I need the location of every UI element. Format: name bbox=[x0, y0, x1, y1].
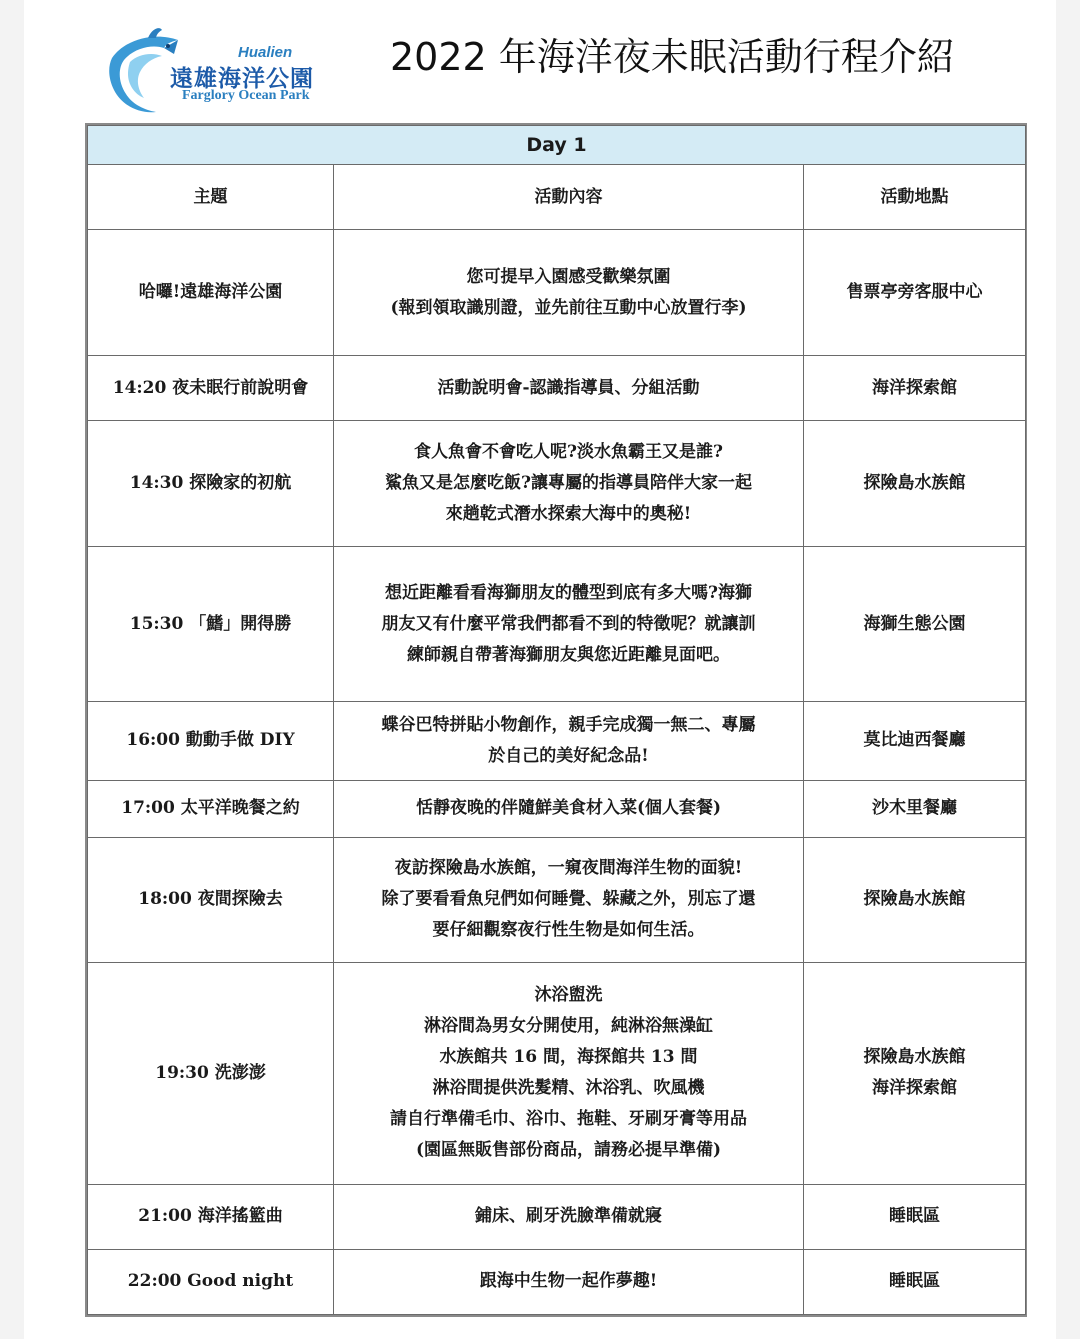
table-row bbox=[88, 962, 1026, 1184]
day-label: Day 1 bbox=[88, 126, 1026, 165]
theme-cell: 22:00 Good night bbox=[88, 1249, 334, 1314]
column-header-content: 活動內容 bbox=[334, 165, 804, 230]
content-cell bbox=[334, 780, 804, 837]
content-cell bbox=[334, 547, 804, 702]
content-line: 於自己的美好紀念品! bbox=[488, 745, 649, 766]
theme-cell: 16:00 動動手做 DIY bbox=[88, 702, 334, 780]
content-line: 恬靜夜晚的伴隨鮮美食材入菜(個人套餐) bbox=[415, 798, 722, 819]
content-line: 淋浴間提供洗髮精、沐浴乳、吹風機 bbox=[432, 1078, 705, 1099]
location-cell bbox=[804, 356, 1026, 421]
content-line: 要仔細觀察夜行性生物是如何生活。 bbox=[432, 920, 705, 941]
theme-cell: 14:30 探險家的初航 bbox=[88, 421, 334, 547]
location-cell bbox=[804, 1249, 1026, 1314]
location-line: 沙木里餐廳 bbox=[872, 798, 957, 819]
location-line: 售票亭旁客服中心 bbox=[846, 282, 983, 303]
content-cell bbox=[334, 962, 804, 1184]
location-cell bbox=[804, 962, 1026, 1184]
column-header-location: 活動地點 bbox=[804, 165, 1026, 230]
content-cell bbox=[334, 1184, 804, 1249]
table-row bbox=[88, 356, 1026, 421]
location-line: 莫比迪西餐廳 bbox=[863, 730, 966, 751]
document-page bbox=[24, 0, 1056, 1339]
content-line: 夜訪探險島水族館，一窺夜間海洋生物的面貌! bbox=[394, 858, 743, 879]
location-line: 睡眠區 bbox=[889, 1206, 940, 1227]
content-line: 朋友又有什麼平常我們都看不到的特徵呢？就讓訓 bbox=[381, 613, 756, 634]
location-cell bbox=[804, 547, 1026, 702]
theme-cell: 14:20 夜未眠行前說明會 bbox=[88, 356, 334, 421]
content-line: 食人魚會不會吃人呢?淡水魚霸王又是誰? bbox=[414, 442, 723, 463]
location-line: 海洋探索館 bbox=[872, 1078, 957, 1099]
location-cell bbox=[804, 1184, 1026, 1249]
location-line: 探險島水族館 bbox=[863, 473, 966, 494]
table-row bbox=[88, 780, 1026, 837]
theme-cell: 17:00 太平洋晚餐之約 bbox=[88, 780, 334, 837]
content-cell bbox=[334, 230, 804, 356]
content-line: (園區無販售部份商品，請務必提早準備) bbox=[415, 1140, 722, 1161]
theme-cell: 19:30 洗澎澎 bbox=[88, 962, 334, 1184]
location-cell bbox=[804, 780, 1026, 837]
content-line: 請自行準備毛巾、浴巾、拖鞋、牙刷牙膏等用品 bbox=[390, 1109, 747, 1130]
location-line: 探險島水族館 bbox=[863, 889, 966, 910]
content-line: 想近距離看看海獅朋友的體型到底有多大嗎?海獅 bbox=[385, 582, 752, 603]
table-row bbox=[88, 702, 1026, 780]
location-line: 睡眠區 bbox=[889, 1271, 940, 1292]
content-line: 跟海中生物一起作夢趣! bbox=[479, 1271, 658, 1292]
content-cell bbox=[334, 837, 804, 962]
table-row bbox=[88, 837, 1026, 962]
location-cell bbox=[804, 837, 1026, 962]
content-line: 活動說明會-認識指導員、分組活動 bbox=[437, 377, 700, 398]
content-line: (報到領取識別證，並先前往互動中心放置行李) bbox=[390, 297, 747, 318]
logo-hualien-text: Hualien bbox=[238, 44, 293, 61]
park-logo bbox=[104, 24, 384, 116]
content-cell bbox=[334, 356, 804, 421]
table-row bbox=[88, 1249, 1026, 1314]
column-header-row bbox=[88, 165, 1026, 230]
theme-cell: 21:00 海洋搖籃曲 bbox=[88, 1184, 334, 1249]
day-header-row bbox=[88, 126, 1026, 165]
theme-cell: 18:00 夜間探險去 bbox=[88, 837, 334, 962]
location-line: 探險島水族館 bbox=[863, 1047, 966, 1068]
content-line: 練師親自帶著海獅朋友與您近距離見面吧。 bbox=[407, 644, 730, 665]
content-line: 淋浴間為男女分開使用，純淋浴無澡缸 bbox=[424, 1016, 713, 1037]
content-line: 來趟乾式潛水探索大海中的奧秘! bbox=[445, 504, 692, 525]
content-line: 鯊魚又是怎麼吃飯?讓專屬的指導員陪伴大家一起 bbox=[385, 473, 752, 494]
theme-cell: 15:30 「鰭」開得勝 bbox=[88, 547, 334, 702]
content-line: 沐浴盥洗 bbox=[534, 985, 603, 1006]
content-line: 您可提早入園感受歡樂氛圍 bbox=[466, 266, 671, 287]
logo-chinese-name: 遠雄海洋公園 bbox=[170, 66, 314, 92]
location-cell bbox=[804, 702, 1026, 780]
logo-english-name: Farglory Ocean Park bbox=[182, 88, 310, 103]
location-cell bbox=[804, 230, 1026, 356]
table-row bbox=[88, 230, 1026, 356]
content-cell bbox=[334, 1249, 804, 1314]
content-cell bbox=[334, 702, 804, 780]
content-line: 鋪床、刷牙洗臉準備就寢 bbox=[475, 1206, 662, 1227]
page-title: 2022 年海洋夜未眠活動行程介紹 bbox=[390, 35, 955, 79]
location-line: 海獅生態公園 bbox=[863, 613, 966, 634]
content-line: 蝶谷巴特拼貼小物創作，親手完成獨一無二、專屬 bbox=[381, 714, 756, 735]
location-line: 海洋探索館 bbox=[872, 377, 957, 398]
table-row bbox=[88, 1184, 1026, 1249]
content-cell bbox=[334, 421, 804, 547]
location-cell bbox=[804, 421, 1026, 547]
theme-cell: 哈囉!遠雄海洋公園 bbox=[88, 230, 334, 356]
table-row bbox=[88, 421, 1026, 547]
schedule-table bbox=[87, 125, 1026, 1315]
schedule-table-frame bbox=[85, 123, 1027, 1317]
content-line: 除了要看看魚兒們如何睡覺、躲藏之外，別忘了還 bbox=[381, 889, 756, 910]
table-row bbox=[88, 547, 1026, 702]
content-line: 水族館共 16 間，海探館共 13 間 bbox=[439, 1047, 698, 1068]
column-header-theme: 主題 bbox=[88, 165, 334, 230]
